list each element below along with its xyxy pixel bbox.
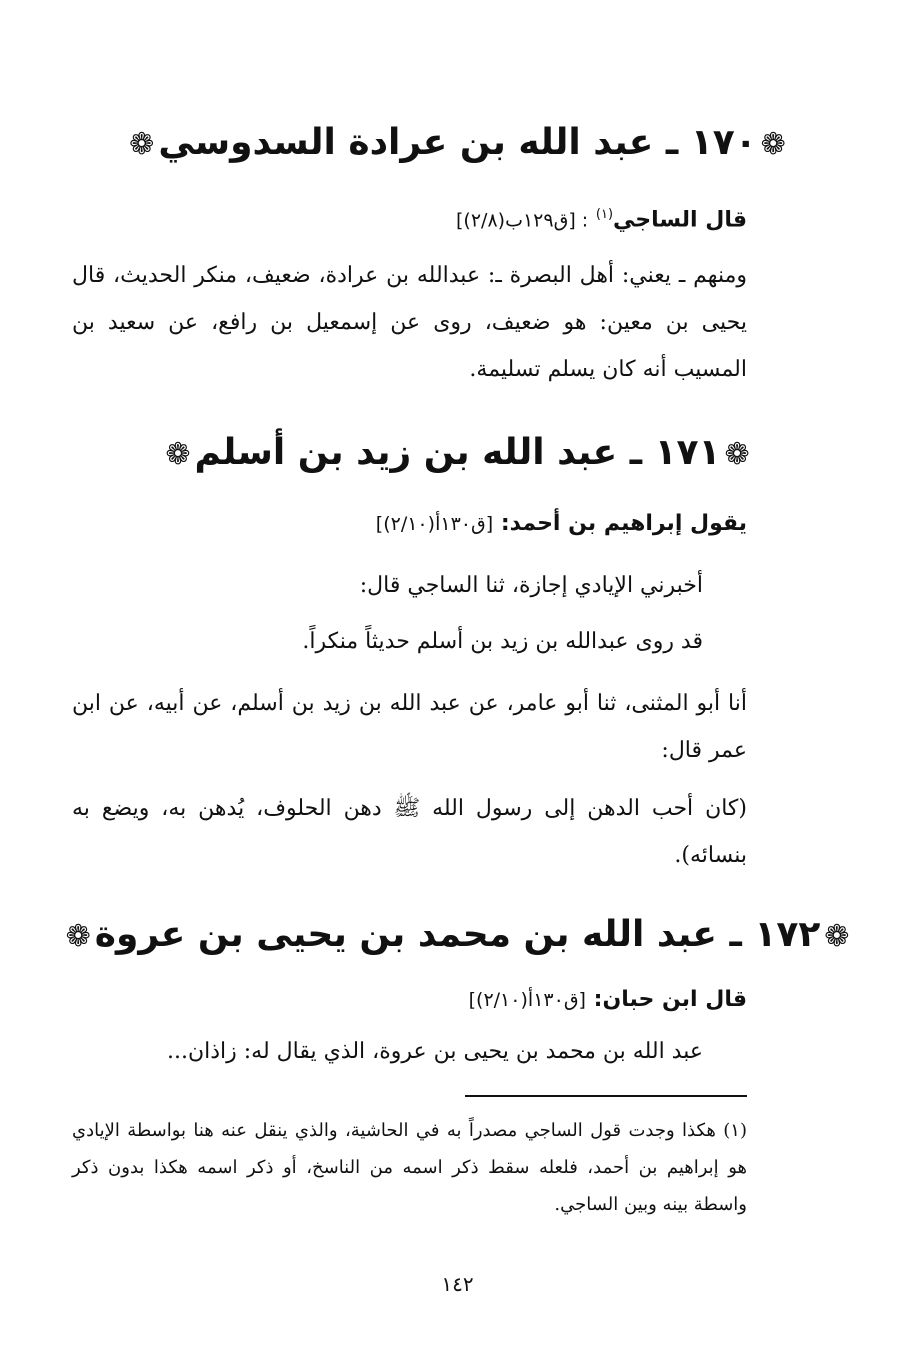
paragraph: ومنهم ـ يعني: أهل البصرة ـ: عبدالله بن عرادة، ضعيف، منكر الحديث، قال يحيى بن معين: هو ضعيف، روى عن إسمعيل بن رافع، عن سعيد بن المسيب أنه كان يسلم تسليمة.	[72, 263, 747, 382]
paragraph: أخبرني الإيادي إجازة، ثنا الساجي قال:	[359, 573, 703, 598]
source-label: قال ابن حبان:	[593, 987, 747, 1012]
page-number: ١٤٢	[441, 1272, 474, 1296]
ornament-icon: ❁	[165, 437, 191, 472]
source-label: قال الساجي	[613, 207, 747, 233]
source-ref: [ق١٣٠أ(٢/١٠)]	[375, 513, 494, 535]
entry-heading-170	[60, 118, 855, 170]
source-line-170	[147, 195, 747, 240]
entry-title: ١٧١ ـ عبد الله بن زيد بن أسلم	[194, 432, 721, 473]
paragraph: قد روى عبدالله بن زيد بن أسلم حديثاً منكراً.	[302, 629, 703, 654]
entry-title: ١٧٠ ـ عبد الله بن عرادة السدوسي	[158, 122, 757, 163]
footnote: (١) هكذا وجدت قول الساجي مصدراً به في الحاشية، والذي ينقل عنه هنا بواسطة الإيادي هو إبراهيم بن أحمد، فلعله سقط ذكر اسمه من الناسخ، أو ذكر اسمه هكذا بدون ذكر واسطة بينه وبين الساجي.	[72, 1120, 747, 1215]
footnote-mark: (١)	[595, 207, 614, 222]
entry-title: ١٧٢ ـ عبد الله بن محمد بن يحيى بن عروة	[94, 914, 821, 955]
ornament-icon: ❁	[760, 127, 786, 162]
source-line-171	[147, 504, 747, 544]
paragraph: عبد الله بن محمد بن يحيى بن عروة، الذي يقال له: زاذان...	[166, 1039, 703, 1064]
ornament-icon: ❁	[65, 919, 91, 954]
footnote-divider	[465, 1095, 747, 1097]
source-line-172	[147, 980, 747, 1020]
paragraph: أنا أبو المثنى، ثنا أبو عامر، عن عبد الله بن زيد بن أسلم، عن أبيه، عن ابن عمر قال:	[72, 691, 747, 763]
entry-heading-172	[60, 910, 855, 962]
entry-heading-171	[60, 428, 855, 480]
source-ref: : [ق١٢٩ب(٢/٨)]	[456, 209, 589, 232]
ornament-icon: ❁	[129, 127, 155, 162]
source-label: يقول إبراهيم بن أحمد:	[500, 511, 747, 536]
paragraph: (كان أحب الدهن إلى رسول الله ﷺ دهن الحلوف، يُدهن به، ويضع به بنسائه).	[72, 796, 747, 868]
ornament-icon: ❁	[724, 437, 750, 472]
ornament-icon: ❁	[824, 919, 850, 954]
source-ref: [ق١٣٠أ(٢/١٠)]	[468, 989, 586, 1011]
